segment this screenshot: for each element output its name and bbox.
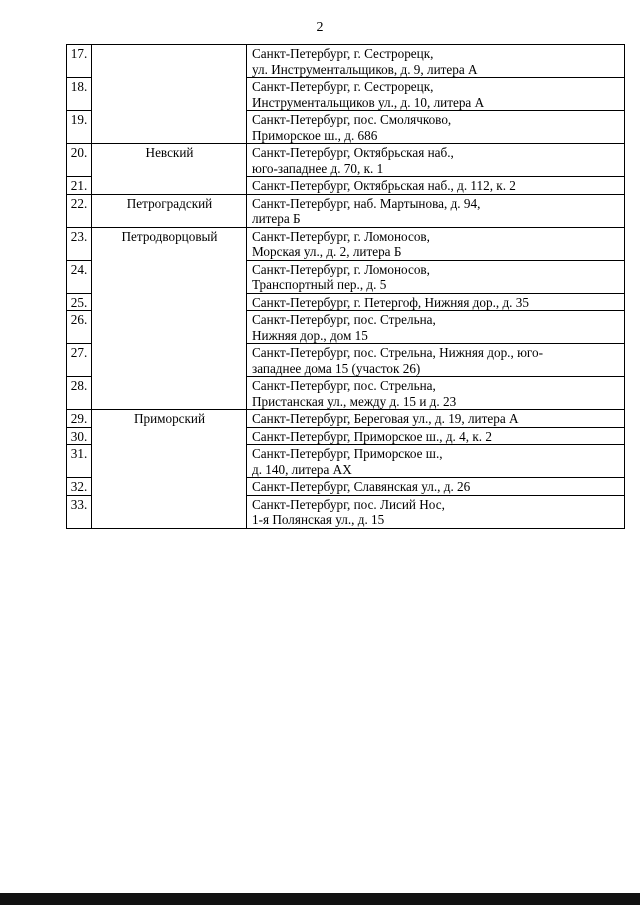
address-line: Санкт-Петербург, г. Сестрорецк, xyxy=(252,79,434,94)
address-line: Санкт-Петербург, пос. Лисий Нос, xyxy=(252,496,445,512)
address-cell xyxy=(247,194,625,227)
row-number: 20. xyxy=(67,144,92,177)
address-line: Санкт-Петербург, Береговая ул., д. 19, литера А xyxy=(252,411,519,426)
address-line: Инструментальщиков ул., д. 10, литера А xyxy=(252,94,485,110)
district-name: Петродворцовый xyxy=(92,227,247,410)
row-number: 31. xyxy=(67,445,92,478)
address-line: 1-я Полянская ул., д. 15 xyxy=(252,512,385,527)
row-number: 22. xyxy=(67,194,92,227)
row-number: 19. xyxy=(67,111,92,144)
row-number: 26. xyxy=(67,311,92,344)
row-number: 27. xyxy=(67,344,92,377)
address-cell xyxy=(247,111,625,144)
address-cell xyxy=(247,427,625,445)
address-cell xyxy=(247,311,625,344)
address-line: Приморское ш., д. 686 xyxy=(252,127,378,143)
table-row xyxy=(67,227,625,260)
address-line: Санкт-Петербург, Октябрьская наб., д. 112, к. 2 xyxy=(252,178,516,193)
address-line: Санкт-Петербург, г. Ломоносов, xyxy=(252,261,430,277)
page-number: 2 xyxy=(316,20,324,35)
address-cell xyxy=(247,227,625,260)
address-line: Санкт-Петербург, наб. Мартынова, д. 94, xyxy=(252,195,481,211)
address-line: Санкт-Петербург, г. Петергоф, Нижняя дор., д. 35 xyxy=(252,294,529,310)
address-line: Санкт-Петербург, пос. Стрельна, Нижняя дор., юго- xyxy=(252,345,543,360)
district-name xyxy=(92,45,247,144)
address-cell xyxy=(247,260,625,293)
table-row xyxy=(67,410,625,428)
address-cell xyxy=(247,45,625,78)
address-line: Санкт-Петербург, пос. Смолячково, xyxy=(252,112,452,127)
address-line: Санкт-Петербург, Приморское ш., xyxy=(252,446,443,461)
address-line: Пристанская ул., между д. 15 и д. 23 xyxy=(252,393,457,409)
address-line: западнее дома 15 (участок 26) xyxy=(252,360,421,376)
table-body xyxy=(67,45,625,529)
address-cell xyxy=(247,144,625,177)
table-row xyxy=(67,45,625,78)
address-cell xyxy=(247,495,625,528)
row-number: 17. xyxy=(67,45,92,78)
address-line: Санкт-Петербург, пос. Стрельна, xyxy=(252,312,436,327)
address-cell xyxy=(247,377,625,410)
row-number: 33. xyxy=(67,495,92,528)
district-name: Невский xyxy=(92,144,247,195)
address-cell xyxy=(247,344,625,377)
address-cell xyxy=(247,293,625,311)
address-cell xyxy=(247,177,625,195)
table-row xyxy=(67,144,625,177)
address-line: Нижняя дор., дом 15 xyxy=(252,327,368,343)
row-number: 21. xyxy=(67,177,92,195)
address-line: юго-западнее д. 70, к. 1 xyxy=(252,160,384,176)
address-line: литера Б xyxy=(252,211,301,226)
scan-edge xyxy=(0,893,640,905)
address-line: Санкт-Петербург, пос. Стрельна, xyxy=(252,378,436,393)
district-name: Приморский xyxy=(92,410,247,529)
address-cell xyxy=(247,478,625,496)
district-name: Петроградский xyxy=(92,194,247,227)
address-line: Санкт-Петербург, г. Сестрорецк, xyxy=(252,46,434,61)
row-number: 23. xyxy=(67,227,92,260)
row-number: 24. xyxy=(67,260,92,293)
address-table xyxy=(66,44,625,529)
address-line: Санкт-Петербург, Славянская ул., д. 26 xyxy=(252,479,471,494)
row-number: 29. xyxy=(67,410,92,428)
address-line: ул. Инструментальщиков, д. 9, литера А xyxy=(252,61,478,77)
address-line: д. 140, литера АХ xyxy=(252,461,352,477)
row-number: 32. xyxy=(67,478,92,496)
address-line: Санкт-Петербург, г. Ломоносов, xyxy=(252,228,430,244)
address-line: Морская ул., д. 2, литера Б xyxy=(252,244,402,259)
row-number: 30. xyxy=(67,427,92,445)
address-cell xyxy=(247,445,625,478)
address-line: Санкт-Петербург, Октябрьская наб., xyxy=(252,145,454,160)
address-line: Транспортный пер., д. 5 xyxy=(252,277,387,292)
row-number: 25. xyxy=(67,293,92,311)
row-number: 18. xyxy=(67,78,92,111)
address-cell xyxy=(247,410,625,428)
address-line: Санкт-Петербург, Приморское ш., д. 4, к. 2 xyxy=(252,428,492,444)
address-cell xyxy=(247,78,625,111)
table-row xyxy=(67,194,625,227)
row-number: 28. xyxy=(67,377,92,410)
